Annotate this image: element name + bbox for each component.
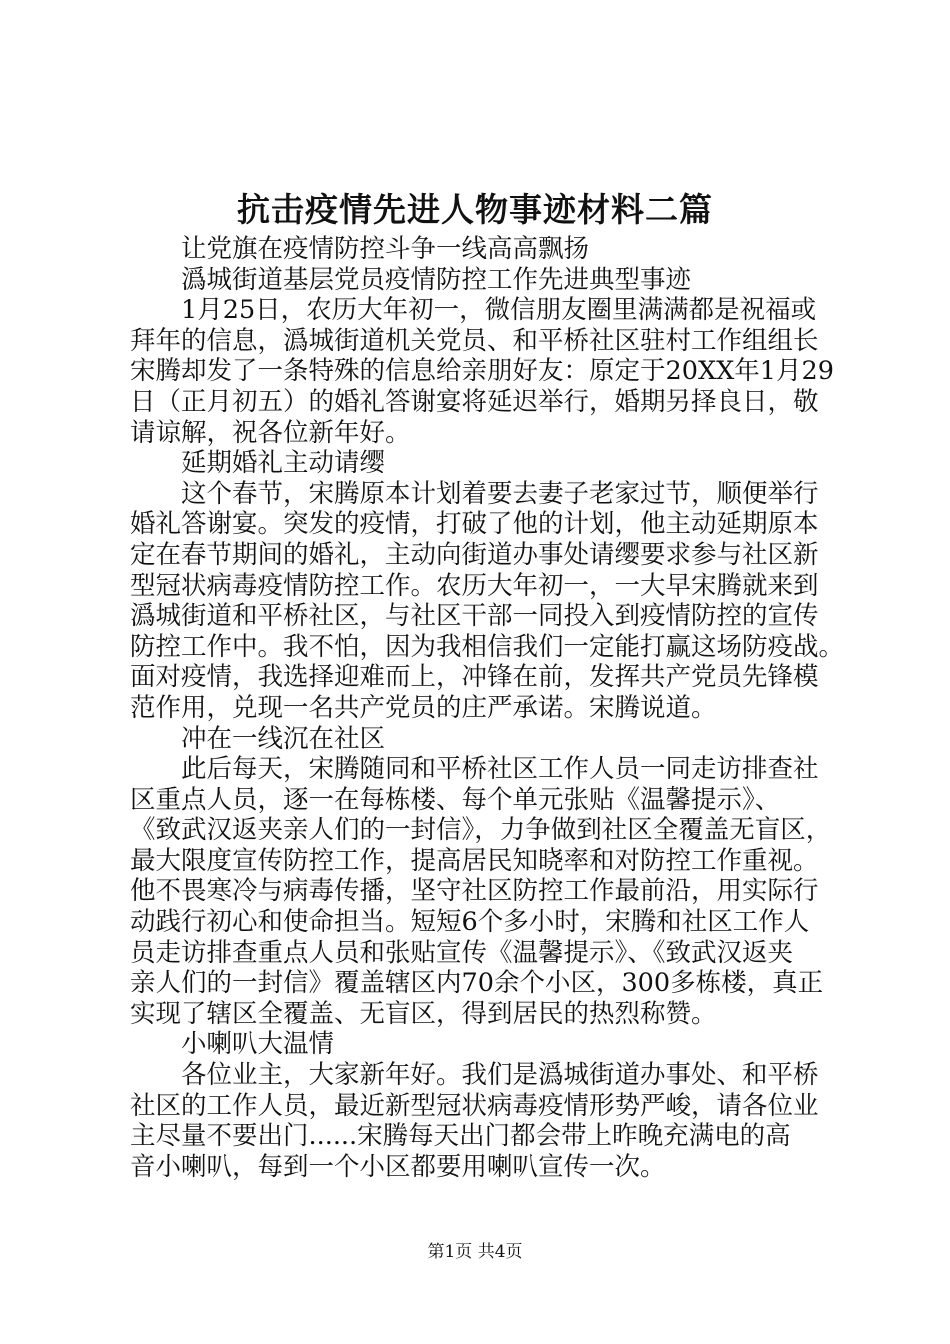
body-line: 《致武汉返夹亲人们的一封信》，力争做到社区全覆盖无盲区， bbox=[130, 815, 832, 846]
body-line: 他不畏寒冷与病毒传播，坚守社区防控工作最前沿，用实际行 bbox=[130, 876, 819, 907]
body-line: 亲人们的一封信》覆盖辖区内70余个小区，300多栋楼，真正 bbox=[130, 968, 824, 999]
body-line: 各位业主，大家新年好。我们是潙城街道办事处、和平桥 bbox=[181, 1060, 819, 1091]
body-line: 日（正月初五）的婚礼答谢宴将延迟举行，婚期另择良日，敬 bbox=[130, 386, 819, 417]
body-line: 1月25日，农历大年初一，微信朋友圈里满满都是祝福或 bbox=[181, 295, 817, 326]
body-line: 延期婚礼主动请缨 bbox=[181, 448, 386, 479]
page-footer: 第1页 共4页 bbox=[427, 1242, 523, 1262]
body-line: 潙城街道和平桥社区，与社区干部一同投入到疫情防控的宣传 bbox=[130, 601, 819, 632]
body-line: 婚礼答谢宴。突发的疫情，打破了他的计划，他主动延期原本 bbox=[130, 509, 819, 540]
body-line: 请谅解，祝各位新年好。 bbox=[130, 417, 411, 448]
body-line: 员走访排查重点人员和张贴宣传《温馨提示》、《致武汉返夹 bbox=[130, 937, 794, 968]
body-line: 动践行初心和使命担当。短短6个多小时，宋腾和社区工作人 bbox=[130, 907, 810, 938]
body-line: 区重点人员，逐一在每栋楼、每个单元张贴《温馨提示》、 bbox=[130, 784, 781, 815]
body-line: 冲在一线沉在社区 bbox=[181, 723, 386, 754]
body-line: 音小喇叭，每到一个小区都要用喇叭宣传一次。 bbox=[130, 1151, 666, 1182]
body-line: 面对疫情，我选择迎难而上，冲锋在前，发挥共产党员先锋模 bbox=[130, 662, 819, 693]
body-line: 防控工作中。我不怕，因为我相信我们一定能打赢这场防疫战。 bbox=[130, 631, 845, 662]
document-body bbox=[130, 234, 844, 1182]
body-line: 定在春节期间的婚礼，主动向街道办事处请缨要求参与社区新 bbox=[130, 539, 819, 570]
body-line: 型冠状病毒疫情防控工作。农历大年初一，一大早宋腾就来到 bbox=[130, 570, 819, 601]
body-line: 拜年的信息，潙城街道机关党员、和平桥社区驻村工作组组长 bbox=[130, 325, 819, 356]
body-line: 宋腾却发了一条特殊的信息给亲朋好友：原定于20XX年1月29 bbox=[130, 356, 834, 387]
body-line: 范作用，兑现一名共产党员的庄严承诺。宋腾说道。 bbox=[130, 692, 717, 723]
body-line: 最大限度宣传防控工作，提高居民知晓率和对防控工作重视。 bbox=[130, 845, 819, 876]
body-line: 让党旗在疫情防控斗争一线高高飘扬 bbox=[181, 234, 590, 264]
body-line: 主尽量不要出门......宋腾每天出门都会带上昨晚充满电的高 bbox=[130, 1121, 791, 1152]
document-title: 抗击疫情先进人物事迹材料二篇 bbox=[237, 190, 713, 229]
body-line: 实现了辖区全覆盖、无盲区，得到居民的热烈称赞。 bbox=[130, 998, 717, 1029]
body-line: 小喇叭大温情 bbox=[181, 1029, 335, 1060]
body-line: 社区的工作人员，最近新型冠状病毒疫情形势严峻，请各位业 bbox=[130, 1090, 819, 1121]
body-line: 这个春节，宋腾原本计划着要去妻子老家过节，顺便举行 bbox=[181, 478, 819, 509]
body-line: 此后每天，宋腾随同和平桥社区工作人员一同走访排查社 bbox=[181, 754, 819, 785]
body-line: 潙城街道基层党员疫情防控工作先进典型事迹 bbox=[181, 264, 692, 295]
